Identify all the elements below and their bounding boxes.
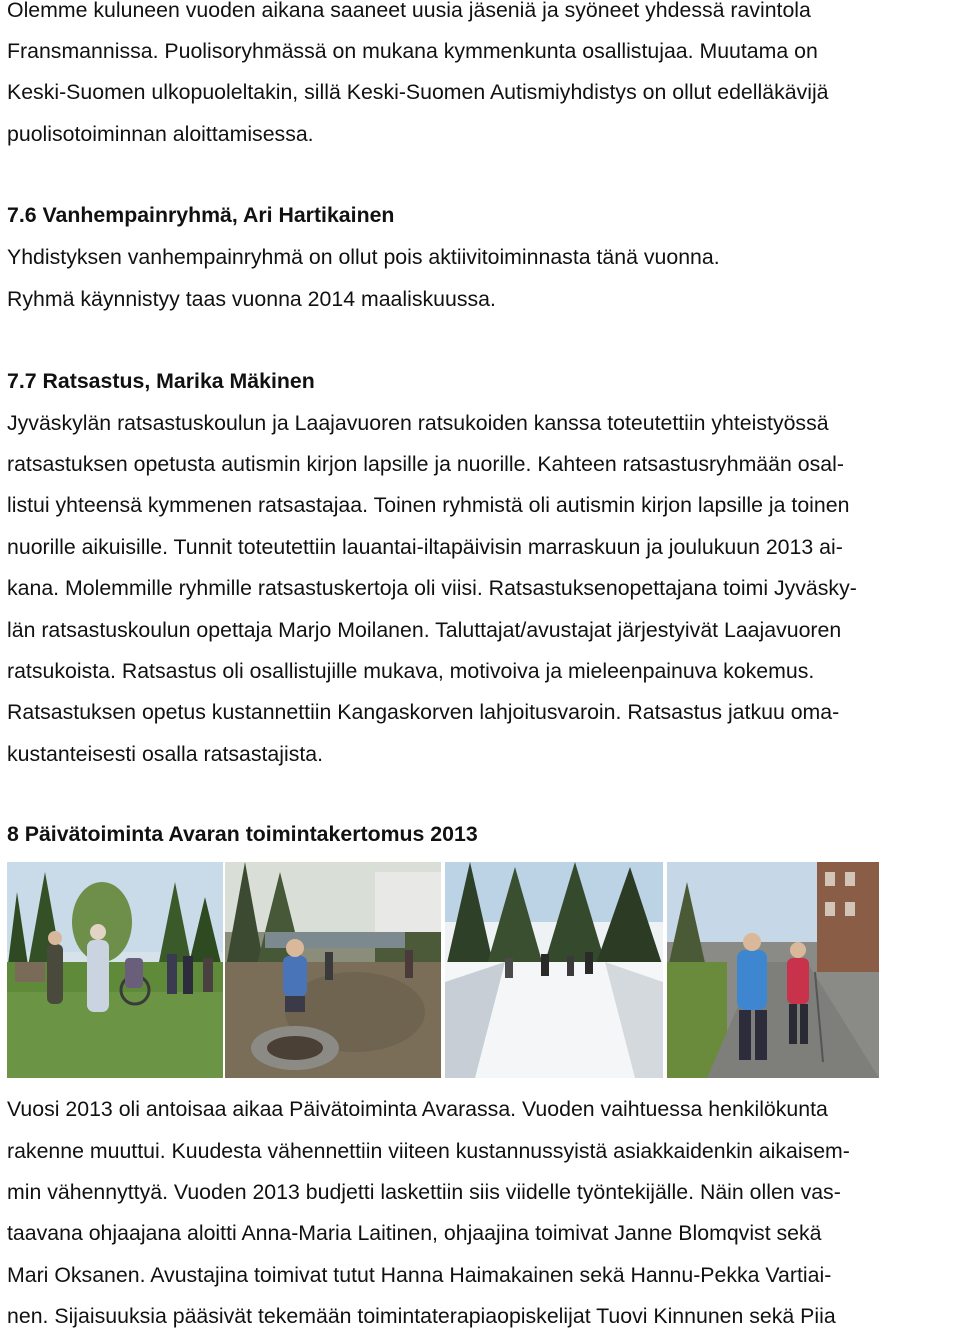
section-heading-7-7: 7.7 Ratsastus, Marika Mäkinen — [7, 369, 315, 393]
section-heading-7-6: 7.6 Vanhempainryhmä, Ari Hartikainen — [7, 203, 395, 227]
intro-line-4: puolisotoiminnan aloittamisessa. — [7, 122, 314, 146]
section-7-7-line-1: Jyväskylän ratsastuskoulun ja Laajavuoren ratsukoiden kanssa toteutettiin yhteistyössä — [7, 411, 829, 435]
photo-park-group — [7, 862, 223, 1078]
section-8-line-1: Vuosi 2013 oli antoisaa aikaa Päivätoiminta Avarassa. Vuoden vaihtuessa henkilökunta — [7, 1097, 828, 1121]
section-7-7-line-6: län ratsastuskoulun opettaja Marjo Moilanen. Taluttajat/avustajat järjestyivät Laajavuoren — [7, 618, 842, 642]
photo-snowy-walk-image — [445, 862, 663, 1078]
photo-road-walk — [667, 862, 879, 1078]
photo-park-group-image — [7, 862, 223, 1078]
intro-line-2: Fransmannissa. Puolisoryhmässä on mukana kymmenkunta osallistujaa. Muutama on — [7, 39, 818, 63]
photo-road-walk-image — [667, 862, 879, 1078]
section-7-7-line-4: nuorille aikuisille. Tunnit toteutettiin lauantai-iltapäivisin marraskuun ja joulukuun 2013 ai- — [7, 535, 843, 559]
photo-fire-pit-image — [225, 862, 441, 1078]
section-7-7-line-3: listui yhteensä kymmenen ratsastajaa. Toinen ryhmistä oli autismin kirjon lapsille ja toinen — [7, 493, 850, 517]
photo-strip — [7, 862, 879, 1078]
section-heading-8: 8 Päivätoiminta Avaran toimintakertomus 2013 — [7, 822, 478, 846]
photo-snowy-walk — [445, 862, 663, 1078]
section-7-7-line-2: ratsastuksen opetusta autismin kirjon lapsille ja nuorille. Kahteen ratsastusryhmään osal- — [7, 452, 844, 476]
section-7-7-line-8: Ratsastuksen opetus kustannettiin Kangaskorven lahjoitusvaroin. Ratsastus jatkuu oma- — [7, 700, 840, 724]
section-7-7-line-5: kana. Molemmille ryhmille ratsastuskertoja oli viisi. Ratsastuksenopettajana toimi Jyväsky- — [7, 576, 857, 600]
section-8-line-5: Mari Oksanen. Avustajina toimivat tutut Hanna Haimakainen sekä Hannu-Pekka Vartiai- — [7, 1263, 832, 1287]
section-8-line-4: taavana ohjaajana aloitti Anna-Maria Laitinen, ohjaajina toimivat Janne Blomqvist sekä — [7, 1221, 822, 1245]
section-8-line-2: rakenne muuttui. Kuudesta vähennettiin viiteen kustannussyistä asiakkaidenkin aikaisem- — [7, 1139, 850, 1163]
section-8-line-3: min vähennyttyä. Vuoden 2013 budjetti laskettiin siis viidelle työntekijälle. Näin ollen vas- — [7, 1180, 841, 1204]
section-7-7-line-9: kustanteisesti osalla ratsastajista. — [7, 742, 324, 766]
section-7-7-line-7: ratsukoista. Ratsastus oli osallistujille mukava, motivoiva ja mieleenpainuva kokemus. — [7, 659, 815, 683]
intro-line-1: Olemme kuluneen vuoden aikana saaneet uusia jäseniä ja syöneet yhdessä ravintola — [7, 0, 811, 22]
section-8-line-6: nen. Sijaisuuksia pääsivät tekemään toimintaterapiaopiskelijat Tuovi Kinnunen sekä Piia — [7, 1304, 836, 1328]
photo-fire-pit — [225, 862, 441, 1078]
section-7-6-line-1: Yhdistyksen vanhempainryhmä on ollut pois aktiivitoiminnasta tänä vuonna. — [7, 245, 720, 269]
section-7-6-line-2: Ryhmä käynnistyy taas vuonna 2014 maaliskuussa. — [7, 287, 496, 311]
intro-line-3: Keski-Suomen ulkopuoleltakin, sillä Keski-Suomen Autismiyhdistys on ollut edelläkävijä — [7, 80, 829, 104]
